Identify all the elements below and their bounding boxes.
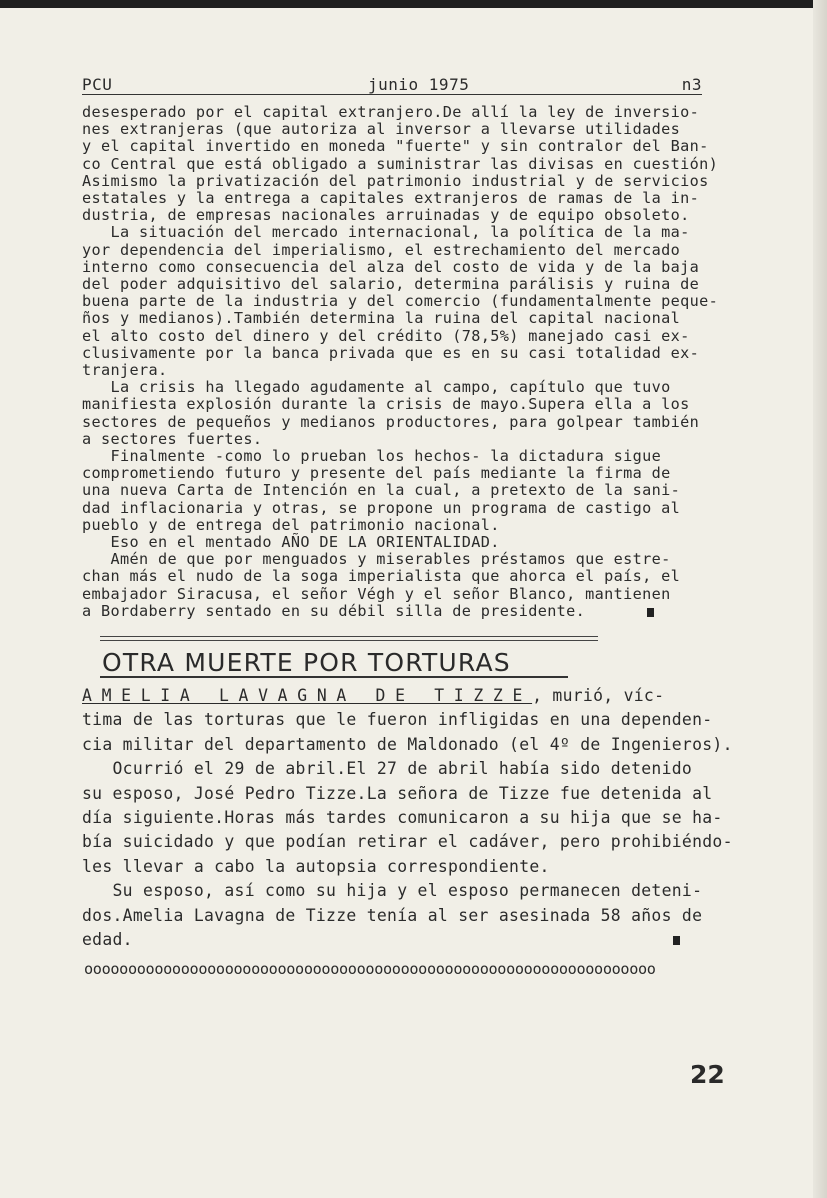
body-paragraph: La situación del mercado internacional, la política de la ma- yor dependencia del imperialismo, el estrechamiento del mercado interno como consecuencia del alza del costo de vida y de la baja del poder adquisitivo del salario, determina parálisis y ruina de buena parte de la industria y del comercio (fundamentalmente peque- ños y medianos).También determina la ruina del capital nacional el alto costo del dinero y del crédito (78,5%) manejado casi ex- clusivamente por la banca privada que es en su casi totalidad ex- tranjera. (82, 223, 719, 380)
article-paragraph-text: , murió, víc- tima de las torturas que le fueron infligidas en una dependen- cia militar del departamento de Maldonado (el 4º de Ingenieros). (82, 686, 733, 754)
article-paragraph: Ocurrió el 29 de abril.El 27 de abril había sido detenido su esposo, José Pedro Tizze.La señora de Tizze fue detenida al día siguiente.Horas más tardes comunicaron a su hija que se ha- bía suicidado y que podían retirar el cadáver, pero prohibiéndo- les llevar a cabo la autopsia correspondiente. (82, 759, 733, 876)
article-paragraph (82, 879, 762, 952)
article-paragraph (82, 684, 762, 757)
section-divider (100, 636, 598, 641)
end-mark (673, 936, 680, 945)
body-text (82, 104, 762, 620)
header-issue: n3 (681, 75, 702, 94)
body-paragraph: Eso en el mentado AÑO DE LA ORIENTALIDAD. (82, 533, 500, 552)
body-paragraph-text: Amén de que por menguados y miserables préstamos que estre- chan más el nudo de la soga imperialista que ahorca el país, el embajador Siracusa, el señor Végh y el señor Blanco, mantienen a Bordaberry sentado en su débil silla de presidente. (82, 550, 681, 620)
page-header (82, 75, 702, 97)
victim-name: AMELIA LAVAGNA DE TIZZE (82, 686, 533, 705)
body-paragraph: La crisis ha llegado agudamente al campo, capítulo que tuvo manifiesta explosión durante la crisis de mayo.Supera ella a los sectores de pequeños y medianos productores, para golpear también a sectores fuertes. (82, 378, 700, 448)
end-mark (647, 608, 654, 617)
page-top-edge (0, 0, 827, 8)
body-paragraph-last (82, 551, 762, 620)
article-title: OTRA MUERTE POR TORTURAS (102, 648, 511, 677)
page-number: 22 (690, 1060, 725, 1089)
header-publication: PCU (82, 75, 113, 94)
circle-separator: ooooooooooooooooooooooooooooooooooooooooooooooooooooooooooooooooo (84, 960, 656, 978)
page-right-edge (813, 0, 827, 1198)
body-paragraph: Finalmente -como lo prueban los hechos- la dictadura sigue comprometiendo futuro y presente del país mediante la firma de una nueva Carta de Intención en la cual, a pretexto de la sani- dad inflacionaria y otras, se propone un programa de castigo al pueblo y de entrega del patrimonio nacional. (82, 447, 681, 534)
article-body (82, 684, 762, 952)
body-paragraph: desesperado por el capital extranjero.De allí la ley de inversio- nes extranjeras (que autoriza al inversor a llevarse utilidades y el capital invertido en moneda "fuerte" y sin contralor del Ban- co Central que está obligado a suministrar las divisas en cuestión) Asimismo la privatización del patrimonio industrial y de servicios estatales y la entrega a capitales extranjeros de ramas de la in- dustria, de empresas nacionales arruinadas y de equipo obsoleto. (82, 103, 719, 225)
header-date: junio 1975 (368, 75, 470, 94)
title-underline (100, 676, 568, 678)
article-paragraph-text: Su esposo, así como su hija y el esposo permanecen deteni- dos.Amelia Lavagna de Tizze tenía al ser asesinada 58 años de edad. (82, 881, 703, 950)
header-rule (82, 94, 702, 95)
